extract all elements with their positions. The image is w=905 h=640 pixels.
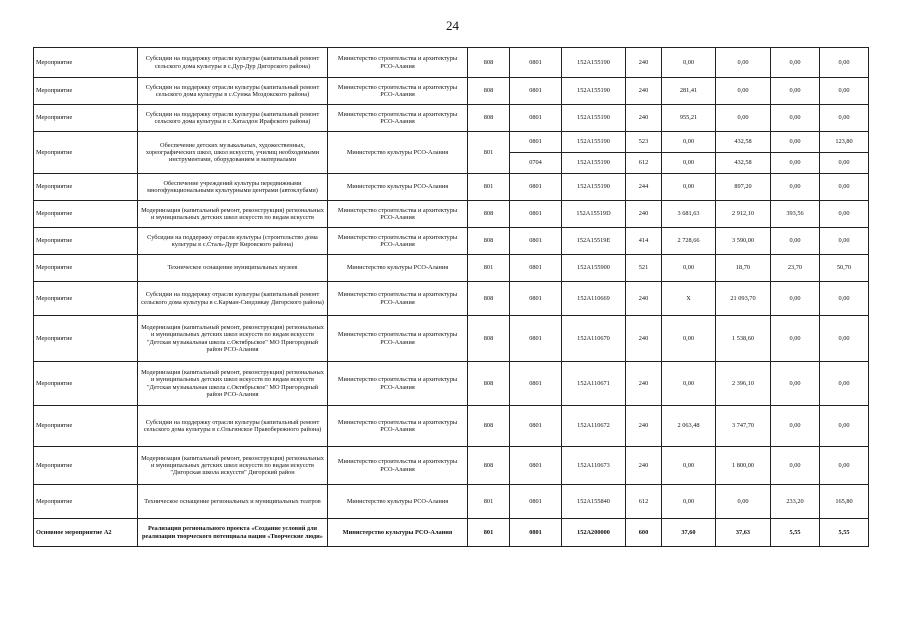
- row-kind: Мероприятие: [34, 228, 138, 255]
- row-value-4: 165,80: [820, 485, 869, 519]
- row-name: Субсидии на поддержку отрасли культуры (капитальный ремонт сельского дома культуры в с.Хаталдон Ирафского района): [138, 105, 328, 132]
- budget-table: [33, 47, 869, 547]
- table-row: [34, 78, 869, 105]
- row-value-3: 233,20: [771, 485, 820, 519]
- row-rzpr: 0801: [510, 282, 562, 316]
- row-csr: 152А110670: [562, 316, 626, 362]
- row-ministry: Министерство культуры РСО-Алания: [328, 519, 468, 547]
- row-vr: 612: [626, 485, 662, 519]
- row-grbs: 808: [468, 105, 510, 132]
- row-name: Субсидии на поддержку отрасли культуры (строительство дома культуры в с.Сталь-Дурт Кировского района): [138, 228, 328, 255]
- row-name: Модернизация (капитальный ремонт, реконструкция) региональных и муниципальных детских школ искусств по видам искусств "Детская музыкальная школа с.Октябрьское" МО Пригородный район РСО-Алания: [138, 362, 328, 406]
- row-vr: 240: [626, 105, 662, 132]
- row-rzpr: 0801: [510, 201, 562, 228]
- row-ministry: Министерство строительства и архитектуры РСО-Алания: [328, 78, 468, 105]
- row-value-3: 0,00: [771, 48, 820, 78]
- row-value-1: 0,00: [662, 132, 716, 153]
- row-kind: Мероприятие: [34, 48, 138, 78]
- row-value-4: 0,00: [820, 201, 869, 228]
- row-csr: 152А110673: [562, 447, 626, 485]
- row-value-2: 18,70: [716, 255, 771, 282]
- row-value-1: 281,41: [662, 78, 716, 105]
- row-value-4: 0,00: [820, 316, 869, 362]
- row-kind: Мероприятие: [34, 132, 138, 174]
- table-row: [34, 105, 869, 132]
- row-grbs: 808: [468, 201, 510, 228]
- row-csr: 152А155190: [562, 132, 626, 153]
- row-value-4: 0,00: [820, 362, 869, 406]
- row-value-1: 0,00: [662, 48, 716, 78]
- row-value-2: 3 590,00: [716, 228, 771, 255]
- row-ministry: Министерство строительства и архитектуры РСО-Алания: [328, 282, 468, 316]
- row-ministry: Министерство строительства и архитектуры РСО-Алания: [328, 48, 468, 78]
- row-value-1: 3 681,63: [662, 201, 716, 228]
- row-kind: Мероприятие: [34, 282, 138, 316]
- row-ministry: Министерство культуры РСО-Алания: [328, 132, 468, 174]
- row-value-3: 0,00: [771, 78, 820, 105]
- row-kind: Мероприятие: [34, 78, 138, 105]
- row-csr: 152А155190: [562, 48, 626, 78]
- row-rzpr: 0801: [510, 519, 562, 547]
- row-value-3: 0,00: [771, 105, 820, 132]
- row-kind: Основное мероприятие А2: [34, 519, 138, 547]
- row-grbs: 801: [468, 132, 510, 174]
- row-value-4: 0,00: [820, 228, 869, 255]
- row-value-2: 3 747,70: [716, 406, 771, 447]
- row-grbs: 808: [468, 48, 510, 78]
- row-kind: Мероприятие: [34, 255, 138, 282]
- row-kind: Мероприятие: [34, 174, 138, 201]
- table-row: [34, 316, 869, 362]
- row-value-1: 2 063,48: [662, 406, 716, 447]
- row-csr: 152А155840: [562, 485, 626, 519]
- row-value-3: 0,00: [771, 316, 820, 362]
- row-csr: 152А110669: [562, 282, 626, 316]
- row-name: Обеспечение детских музыкальных, художественных, хореографических школ, школ искусств, училищ необходимыми инструментами, оборудованием и материалами: [138, 132, 328, 174]
- row-vr: 521: [626, 255, 662, 282]
- row-grbs: 808: [468, 78, 510, 105]
- row-vr: 523: [626, 132, 662, 153]
- table-row: [34, 132, 869, 153]
- row-kind: Мероприятие: [34, 316, 138, 362]
- row-vr: 240: [626, 316, 662, 362]
- row-value-3: 0,00: [771, 132, 820, 153]
- row-value-2: 0,00: [716, 485, 771, 519]
- row-rzpr: 0801: [510, 406, 562, 447]
- row-value-2: 37,63: [716, 519, 771, 547]
- row-grbs: 808: [468, 316, 510, 362]
- row-value-3: 23,70: [771, 255, 820, 282]
- row-name: Техническое оснащение муниципальных музеев: [138, 255, 328, 282]
- table-row: [34, 201, 869, 228]
- table-row: [34, 255, 869, 282]
- row-value-4: 0,00: [820, 48, 869, 78]
- row-rzpr: 0801: [510, 228, 562, 255]
- row-rzpr: 0801: [510, 132, 562, 153]
- row-ministry: Министерство строительства и архитектуры РСО-Алания: [328, 228, 468, 255]
- table-row: [34, 447, 869, 485]
- row-value-2: 432,58: [716, 132, 771, 153]
- row-kind: Мероприятие: [34, 447, 138, 485]
- row-vr: 414: [626, 228, 662, 255]
- row-name: Реализация регионального проекта «Создание условий для реализации творческого потенциала нации «Творческие люди»: [138, 519, 328, 547]
- row-vr: 240: [626, 78, 662, 105]
- row-value-2: 0,00: [716, 105, 771, 132]
- row-name: Модернизация (капитальный ремонт, реконструкция) региональных и муниципальных детских школ искусств по видам искусств: [138, 201, 328, 228]
- row-value-2: 2 912,10: [716, 201, 771, 228]
- row-value-3: 5,55: [771, 519, 820, 547]
- row-vr: 600: [626, 519, 662, 547]
- row-value-4: 50,70: [820, 255, 869, 282]
- row-name: Модернизация (капитальный ремонт, реконструкция) региональных и муниципальных детских школ искусств по видам искусств "Детская музыкальная школа с.Октябрьское" МО Пригородный район РСО-Алания: [138, 316, 328, 362]
- row-kind: Мероприятие: [34, 201, 138, 228]
- row-value-2: 1 538,60: [716, 316, 771, 362]
- row-name: Субсидии на поддержку отрасли культуры (капитальный ремонт сельского дома культуры в с.Сунжа Моздокского района): [138, 78, 328, 105]
- row-vr: 612: [626, 153, 662, 174]
- row-value-2: 0,00: [716, 48, 771, 78]
- row-ministry: Министерство культуры РСО-Алания: [328, 174, 468, 201]
- row-csr: 152А155190: [562, 174, 626, 201]
- row-value-3: 0,00: [771, 228, 820, 255]
- row-vr: 240: [626, 201, 662, 228]
- row-value-2: 432,58: [716, 153, 771, 174]
- row-vr: 240: [626, 282, 662, 316]
- row-grbs: 808: [468, 447, 510, 485]
- row-kind: Мероприятие: [34, 485, 138, 519]
- row-value-3: 0,00: [771, 362, 820, 406]
- row-grbs: 808: [468, 406, 510, 447]
- row-csr: 152А155190: [562, 78, 626, 105]
- row-name: Модернизация (капитальный ремонт, реконструкция) региональных и муниципальных детских школ искусств по видам искусств "Дигорская школа искусств" Дигорский район: [138, 447, 328, 485]
- row-value-1: 955,21: [662, 105, 716, 132]
- row-grbs: 808: [468, 362, 510, 406]
- row-csr: 152А15519Е: [562, 228, 626, 255]
- row-ministry: Министерство культуры РСО-Алания: [328, 255, 468, 282]
- row-kind: Мероприятие: [34, 406, 138, 447]
- row-value-3: 0,00: [771, 174, 820, 201]
- row-value-4: 0,00: [820, 105, 869, 132]
- row-ministry: Министерство строительства и архитектуры РСО-Алания: [328, 406, 468, 447]
- row-name: Техническое оснащение региональных и муниципальных театров: [138, 485, 328, 519]
- row-rzpr: 0801: [510, 174, 562, 201]
- row-value-4: 0,00: [820, 153, 869, 174]
- row-value-4: 123,80: [820, 132, 869, 153]
- row-value-1: 0,00: [662, 447, 716, 485]
- row-grbs: 808: [468, 282, 510, 316]
- table-row: [34, 48, 869, 78]
- row-ministry: Министерство культуры РСО-Алания: [328, 485, 468, 519]
- row-value-3: 0,00: [771, 406, 820, 447]
- row-value-4: 0,00: [820, 406, 869, 447]
- row-value-2: 0,00: [716, 78, 771, 105]
- row-value-4: 0,00: [820, 78, 869, 105]
- page-number: 24: [446, 18, 459, 33]
- row-grbs: 801: [468, 485, 510, 519]
- row-value-1: 0,00: [662, 362, 716, 406]
- row-ministry: Министерство строительства и архитектуры РСО-Алания: [328, 105, 468, 132]
- row-value-2: 1 800,00: [716, 447, 771, 485]
- row-name: Субсидии на поддержку отрасли культуры (капитальный ремонт сельского дома культуры в с.Дур-Дур Дигорского района): [138, 48, 328, 78]
- row-name: Обеспечение учреждений культуры передвижными многофункциональными культурными центрами (автоклубами): [138, 174, 328, 201]
- row-value-1: 0,00: [662, 255, 716, 282]
- row-rzpr: 0801: [510, 485, 562, 519]
- row-vr: 240: [626, 447, 662, 485]
- row-value-2: 21 093,70: [716, 282, 771, 316]
- row-name: Субсидии на поддержку отрасли культуры (капитальный ремонт сельского дома культуры в с.Карман-Синдзикау Дигорского района): [138, 282, 328, 316]
- row-ministry: Министерство строительства и архитектуры РСО-Алания: [328, 201, 468, 228]
- table-row: [34, 362, 869, 406]
- row-value-3: 393,56: [771, 201, 820, 228]
- row-csr: 152А110672: [562, 406, 626, 447]
- row-value-1: Х: [662, 282, 716, 316]
- row-csr: 152А155190: [562, 153, 626, 174]
- row-vr: 240: [626, 406, 662, 447]
- row-vr: 240: [626, 48, 662, 78]
- row-rzpr: 0801: [510, 105, 562, 132]
- row-value-1: 37,60: [662, 519, 716, 547]
- row-rzpr: 0801: [510, 78, 562, 105]
- row-csr: 152А15519D: [562, 201, 626, 228]
- row-value-4: 5,55: [820, 519, 869, 547]
- row-name: Субсидии на поддержку отрасли культуры (капитальный ремонт сельского дома культуры в с.Ольгинское Правобережного района): [138, 406, 328, 447]
- row-rzpr: 0801: [510, 48, 562, 78]
- row-value-1: 2 728,66: [662, 228, 716, 255]
- row-value-1: 0,00: [662, 485, 716, 519]
- table-row: [34, 282, 869, 316]
- row-grbs: 808: [468, 228, 510, 255]
- row-value-2: 897,20: [716, 174, 771, 201]
- row-rzpr: 0801: [510, 316, 562, 362]
- row-value-1: 0,00: [662, 174, 716, 201]
- table-row: [34, 228, 869, 255]
- row-vr: 240: [626, 362, 662, 406]
- row-value-4: 0,00: [820, 282, 869, 316]
- table-row: [34, 519, 869, 547]
- row-value-3: 0,00: [771, 153, 820, 174]
- row-ministry: Министерство строительства и архитектуры РСО-Алания: [328, 362, 468, 406]
- row-kind: Мероприятие: [34, 105, 138, 132]
- row-value-4: 0,00: [820, 447, 869, 485]
- row-ministry: Министерство строительства и архитектуры РСО-Алания: [328, 447, 468, 485]
- row-value-4: 0,00: [820, 174, 869, 201]
- row-rzpr: 0801: [510, 447, 562, 485]
- row-value-1: 0,00: [662, 316, 716, 362]
- row-value-2: 2 396,10: [716, 362, 771, 406]
- row-csr: 152А155190: [562, 105, 626, 132]
- table-row: [34, 174, 869, 201]
- row-grbs: 801: [468, 174, 510, 201]
- table-row: [34, 406, 869, 447]
- row-rzpr: 0801: [510, 362, 562, 406]
- row-grbs: 801: [468, 255, 510, 282]
- row-ministry: Министерство строительства и архитектуры РСО-Алания: [328, 316, 468, 362]
- row-kind: Мероприятие: [34, 362, 138, 406]
- row-vr: 244: [626, 174, 662, 201]
- row-value-3: 0,00: [771, 282, 820, 316]
- row-csr: 152А155900: [562, 255, 626, 282]
- row-csr: 152А110671: [562, 362, 626, 406]
- table-row: [34, 485, 869, 519]
- row-rzpr: 0704: [510, 153, 562, 174]
- row-value-1: 0,00: [662, 153, 716, 174]
- row-value-3: 0,00: [771, 447, 820, 485]
- row-csr: 152А200000: [562, 519, 626, 547]
- row-rzpr: 0801: [510, 255, 562, 282]
- row-grbs: 801: [468, 519, 510, 547]
